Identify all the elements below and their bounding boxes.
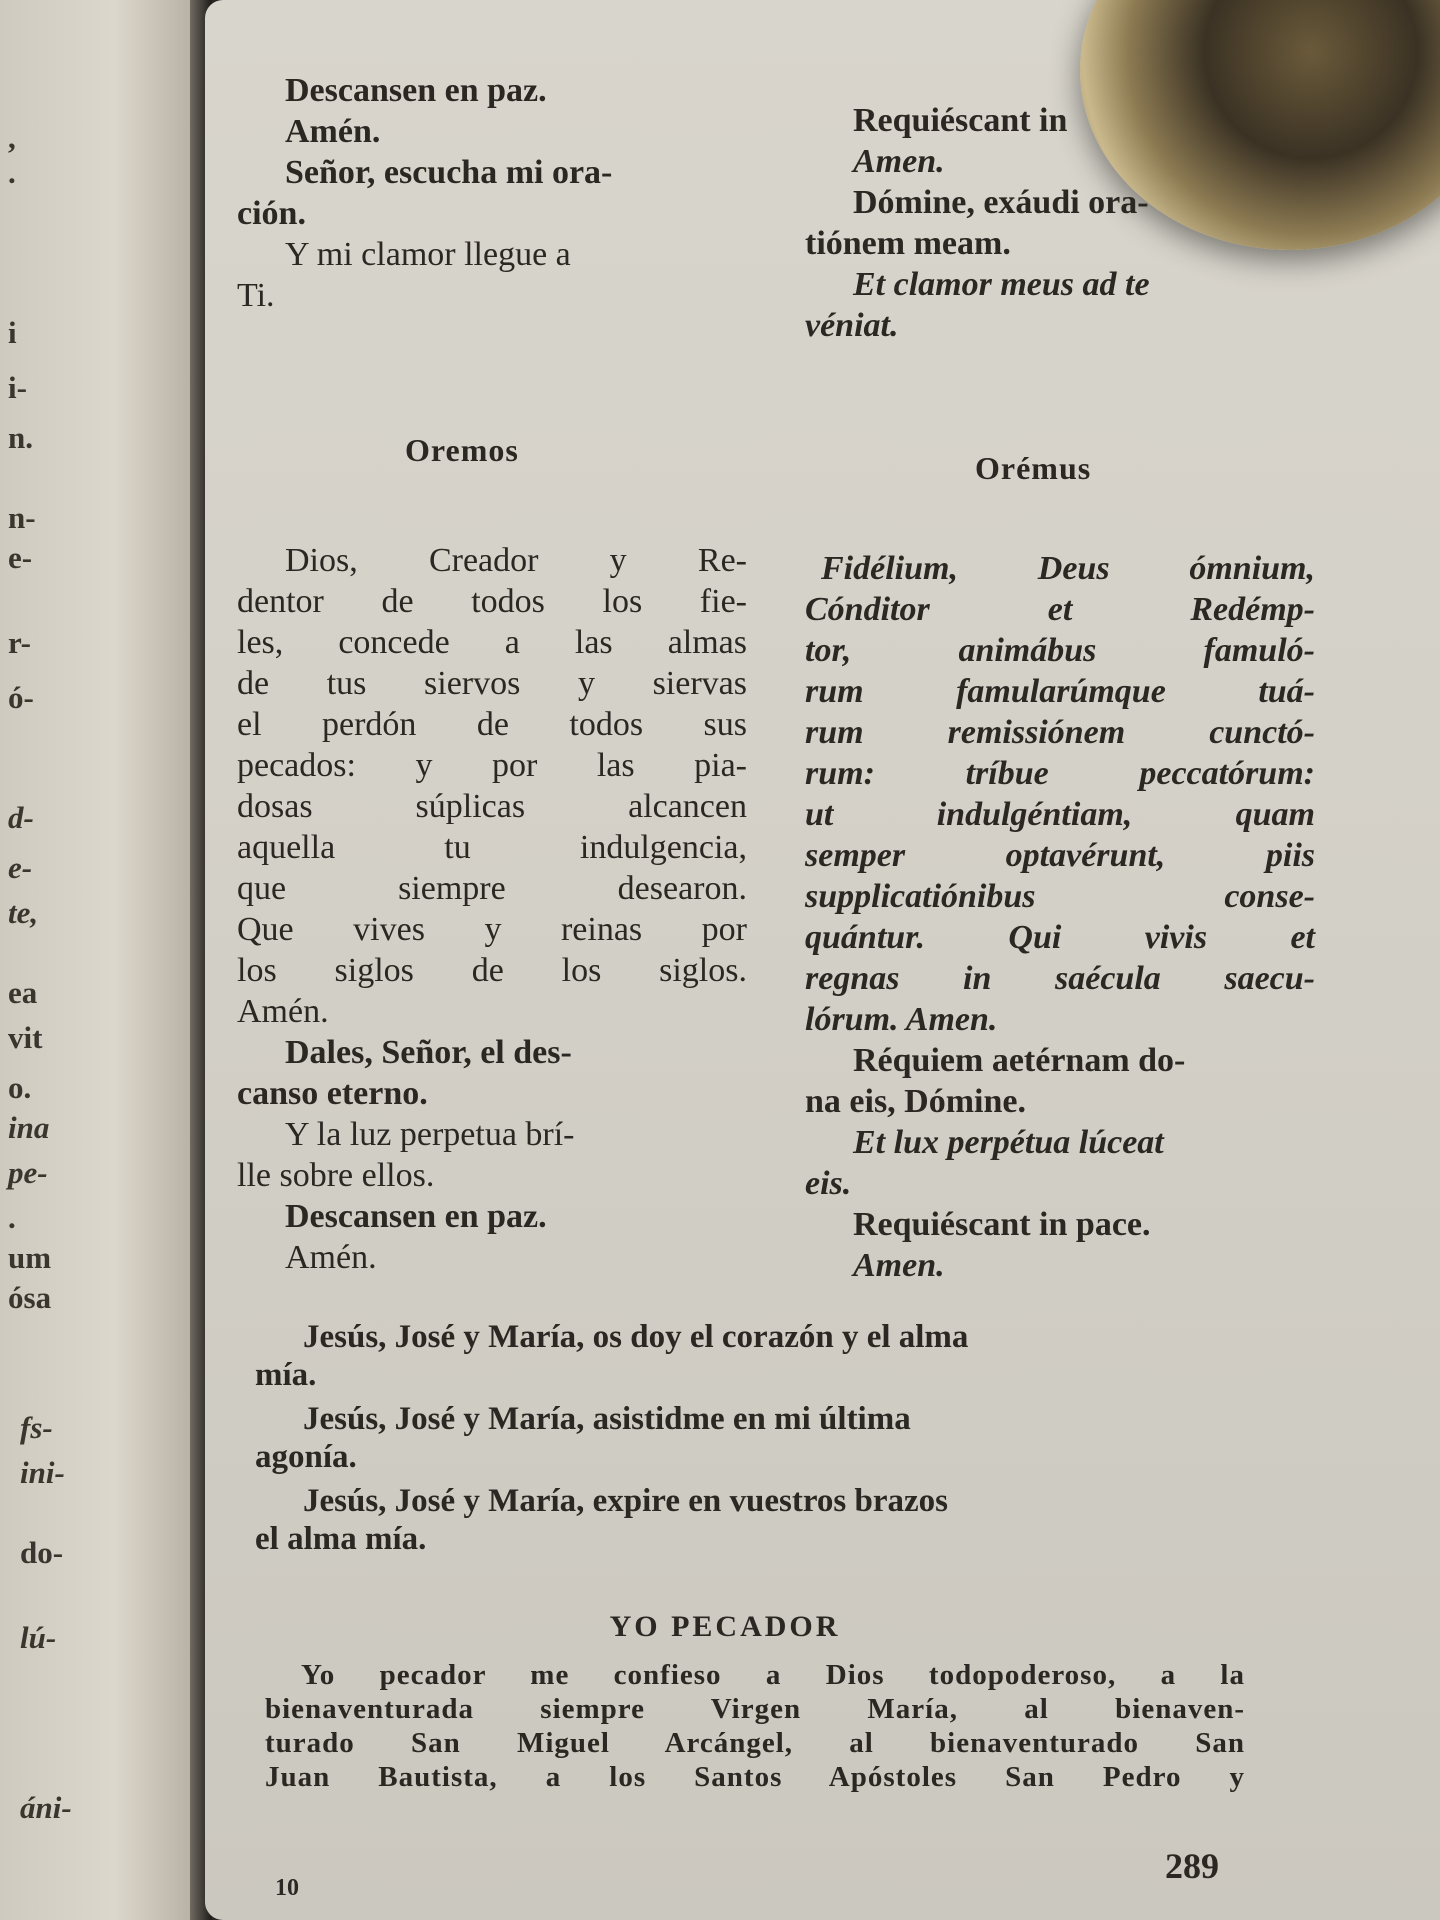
- facing-page-fragment: ini-: [20, 1455, 65, 1490]
- text-line: quántur. Qui vivis et: [805, 919, 1315, 956]
- text-line: Juan Bautista, a los Santos Apóstoles San Pedro y: [265, 1761, 1245, 1793]
- text-line: canso eterno.: [237, 1075, 428, 1112]
- book-page: [205, 0, 1440, 1920]
- text-line: Dómine, exáudi ora-: [853, 184, 1149, 221]
- facing-page-fragment: e-: [8, 850, 33, 885]
- text-line: tiónem meam.: [805, 225, 1011, 262]
- ejaculation: [255, 1400, 1265, 1476]
- text-line: ut indulgéntiam, quam: [805, 796, 1315, 833]
- text-line: Ti.: [237, 277, 275, 314]
- text-line: Y mi clamor llegue a: [285, 236, 571, 273]
- ejaculation: [255, 1482, 1265, 1558]
- text-line: de tus siervos y siervas: [237, 665, 747, 702]
- text-line: que siempre desearon.: [237, 870, 747, 907]
- text-line: na eis, Dómine.: [805, 1083, 1026, 1120]
- facing-page-fragment: d-: [8, 800, 34, 835]
- text-line: Réquiem aetérnam do-: [853, 1042, 1186, 1079]
- text-line: Requiéscant in pace.: [853, 1206, 1151, 1243]
- text-line: Amén.: [237, 993, 329, 1030]
- text-line: el perdón de todos sus: [237, 706, 747, 743]
- text-line: semper optavérunt, piis: [805, 837, 1315, 874]
- facing-page-fragment: r-: [8, 625, 31, 660]
- text-line: supplicatiónibus conse-: [805, 878, 1315, 915]
- text-line: Jesús, José y María, expire en vuestros brazos: [303, 1483, 948, 1519]
- facing-page-fragment: ósa: [8, 1280, 52, 1315]
- text-line: lle sobre ellos.: [237, 1157, 435, 1194]
- spanish-prayer-column: [237, 540, 747, 1278]
- facing-page-fragment: te,: [8, 895, 39, 930]
- text-line: Requiéscant in: [853, 102, 1068, 139]
- text-line: mía.: [255, 1357, 317, 1393]
- text-line: Descansen en paz.: [285, 72, 547, 109]
- text-line: los siglos de los siglos.: [237, 952, 747, 989]
- facing-page-fragment: o.: [8, 1070, 32, 1105]
- text-line: Jesús, José y María, asistidme en mi última: [303, 1401, 911, 1437]
- text-line: pecados: y por las pia-: [237, 747, 747, 784]
- text-line: Amén.: [285, 1239, 377, 1276]
- text-line: turado San Miguel Arcángel, al bienaventurado San: [265, 1727, 1245, 1759]
- text-line: Amen.: [853, 1247, 945, 1284]
- page-number: 289: [1165, 1846, 1219, 1886]
- facing-page-fragment: lú-: [20, 1620, 57, 1655]
- text-line: lórum. Amen.: [805, 1001, 998, 1038]
- top-right-column: [805, 100, 1315, 346]
- heading-oremos: Oremos: [405, 432, 519, 468]
- facing-page-fragment: áni-: [20, 1790, 72, 1825]
- text-line: dosas súplicas alcancen: [237, 788, 747, 825]
- facing-page-fragment: ina: [8, 1110, 50, 1145]
- facing-page-fragment: ,: [8, 120, 16, 155]
- text-line: ción.: [237, 195, 306, 232]
- text-line: Dios, Creador y Re-: [285, 542, 747, 579]
- text-line: el alma mía.: [255, 1521, 427, 1557]
- text-line: Amén.: [285, 113, 381, 150]
- text-line: Que vives y reinas por: [237, 911, 747, 948]
- facing-page-fragment: ea: [8, 975, 38, 1010]
- facing-page-fragment: vit: [8, 1020, 43, 1055]
- text-line: rum famularúmque tuá-: [805, 673, 1315, 710]
- facing-page-fragment: do-: [20, 1535, 64, 1570]
- facing-page-fragment: ó-: [8, 680, 34, 715]
- text-line: Fidélium, Deus ómnium,: [821, 550, 1315, 587]
- text-line: regnas in saécula saecu-: [805, 960, 1315, 997]
- text-line: rum: tríbue peccatórum:: [805, 755, 1315, 792]
- text-line: Dales, Señor, el des-: [285, 1034, 572, 1071]
- text-line: rum remissiónem cunctó-: [805, 714, 1315, 751]
- text-line: Jesús, José y María, os doy el corazón y el alma: [303, 1319, 969, 1355]
- facing-page-fragment: .: [8, 155, 16, 190]
- text-line: Señor, escucha mi ora-: [285, 154, 613, 191]
- text-line: véniat.: [805, 307, 899, 344]
- facing-page-fragment: i-: [8, 370, 27, 405]
- facing-page-fragment: .: [8, 1200, 16, 1235]
- text-line: Et lux perpétua lúceat: [853, 1124, 1164, 1161]
- text-line: tor, animábus famuló-: [805, 632, 1315, 669]
- text-line: les, concede a las almas: [237, 624, 747, 661]
- facing-page-fragment: um: [8, 1240, 52, 1275]
- text-line: Y la luz perpetua brí-: [285, 1116, 575, 1153]
- text-line: agonía.: [255, 1439, 357, 1475]
- facing-page-fragment: fs-: [20, 1410, 53, 1445]
- signature-mark: 10: [275, 1875, 299, 1901]
- facing-page-fragment: i: [8, 315, 17, 350]
- text-line: bienaventurada siempre Virgen María, al bienaven-: [265, 1693, 1245, 1725]
- facing-page-edge: [0, 0, 190, 1920]
- text-line: dentor de todos los fie-: [237, 583, 747, 620]
- confiteor-paragraph: [265, 1658, 1245, 1794]
- text-line: Cónditor et Redémp-: [805, 591, 1315, 628]
- text-line: eis.: [805, 1165, 852, 1202]
- ejaculation: [255, 1318, 1265, 1394]
- top-left-column: [237, 70, 747, 316]
- section-title: YO PECADOR: [609, 1610, 841, 1643]
- text-line: Et clamor meus ad te: [853, 266, 1150, 303]
- text-line: Amen.: [853, 143, 945, 180]
- heading-oremus: Orémus: [975, 450, 1092, 486]
- text-line: aquella tu indulgencia,: [237, 829, 747, 866]
- text-line: Descansen en paz.: [285, 1198, 547, 1235]
- text-line: Yo pecador me confieso a Dios todopoderoso, a la: [301, 1659, 1245, 1691]
- latin-prayer-column: [805, 548, 1315, 1286]
- facing-page-fragment: n-: [8, 500, 36, 535]
- facing-page-fragment: e-: [8, 540, 33, 575]
- facing-page-fragment: n.: [8, 420, 33, 455]
- facing-page-fragment: pe-: [8, 1155, 48, 1190]
- ejaculations-block: [255, 1318, 1265, 1564]
